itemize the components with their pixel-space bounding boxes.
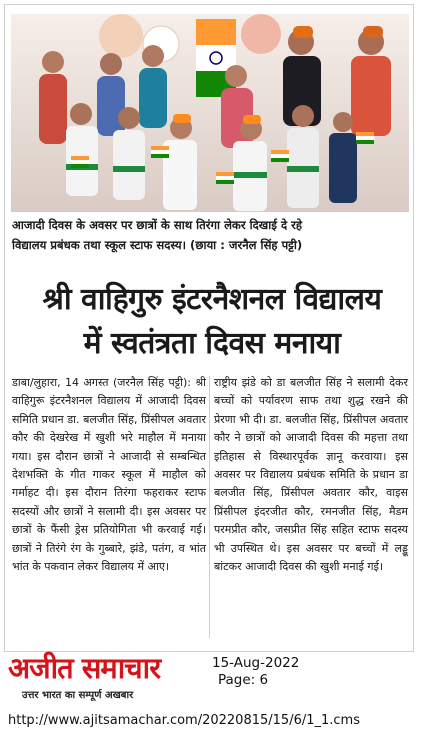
newspaper-masthead xyxy=(8,651,198,701)
article-text-left: डाबा/लुहारा, 14 अगस्त (जरनैल सिंह पट्टी): श्री वाहिगुरू इंटरनैशनल विद्यालय में आजादी दिवस समिति प्रधान डा. बलजीत सिंह, प्रिंसीपल अवतार कौर की देखरेख में खुशी भरे माहौल में मनाया गया। इस दौरान छात्रों ने आजादी से सम्बन्धित देशभक्ति के गीत गाकर स्कूल में माहौल को गर्माहट दी। इस दौरान तिरंगा फहराकर स्टाफ सदस्यों और छात्रों ने सलामी दी। इस अवसर पर छात्रों के फैंसी ड्रेस प्रतियोगिता भी करवाई गई। छात्रों ने तिरंगे रंग के गुब्बारे, झंडे, पतंग, व भांत भांत के पकवान लेकर विद्यालय में आए। xyxy=(12,376,206,574)
source-url[interactable]: http://www.ajitsamachar.com/20220815/15/6/1_1.cms xyxy=(8,713,360,728)
issue-date: 15-Aug-2022 xyxy=(212,655,300,671)
newspaper-logo: अजीत समाचार xyxy=(8,651,161,685)
article-text-right: राष्ट्रीय झंडे को डा बलजीत सिंह ने सलामी देकर बच्चों को पर्यावरण साफ तथा शुद्ध रखने की प्रेरणा भी दी। डा. बलजीत सिंह, प्रिंसीपल अवतार कौर ने छात्रों को आजादी दिवस की महत्ता तथा इतिहास से विस्थारपूर्वक ज्ञानू करवाया। इस अवसर पर विद्यालय प्रबंधक समिति के प्रधान डा बलजीत सिंह, प्रिंसीपल अवतार कौर, वाइस प्रिंसीपल इंदरजीत कौर, रमनजीत सिंह, मैडम परमप्रीत कौर, जसप्रीत सिंह सहित स्टाफ सदस्य भी उपस्थित थे। इस अवसर पर बच्चों में लड्डू बांटकर आजादी दिवस की खुशी मनाई गई। xyxy=(214,376,408,574)
column-divider xyxy=(209,376,210,638)
article-column-left xyxy=(12,374,206,576)
adjacent-page-edge xyxy=(416,0,426,749)
headline-line-2: में स्वतंत्रता दिवस मनाया xyxy=(83,326,341,361)
newspaper-tagline: उत्तर भारत का सम्पूर्ण अखबार xyxy=(22,690,134,701)
photo-caption xyxy=(12,215,408,255)
issue-info xyxy=(212,655,299,689)
news-photo xyxy=(11,14,409,212)
caption-line-1: आजादी दिवस के अवसर पर छात्रों के साथ तिरंगा लेकर दिखाई दे रहे xyxy=(12,218,303,232)
page-number: Page: 6 xyxy=(218,672,269,688)
headline-line-1: श्री वाहिगुरु इंटरनैशनल विद्यालय xyxy=(42,282,382,317)
article-column-right xyxy=(214,374,408,576)
headline xyxy=(14,278,410,366)
caption-line-2: विद्यालय प्रबंधक तथा स्कूल स्टाफ सदस्य। (छाया : जरनैल सिंह पट्टी) xyxy=(12,238,303,252)
